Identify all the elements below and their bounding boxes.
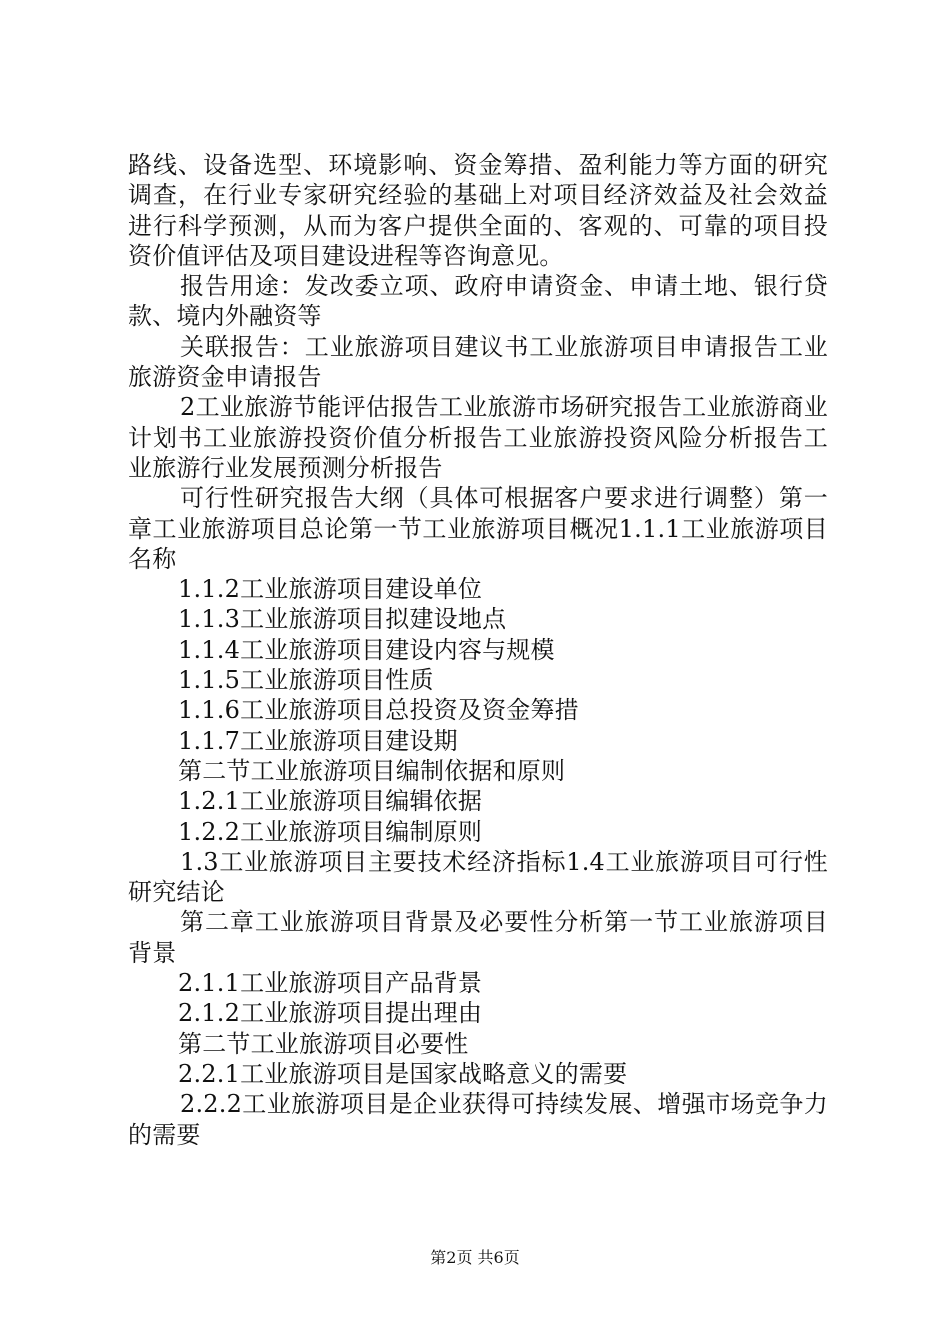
outline-item-1-2-1: 1.2.1工业旅游项目编辑依据 (178, 787, 483, 816)
outline-item-1-1-3: 1.1.3工业旅游项目拟建设地点 (178, 605, 507, 634)
page-footer (0, 1248, 950, 1268)
outline-chapter-2: 第二章工业旅游项目背景及必要性分析第一节工业旅游项目背景 (128, 908, 828, 967)
outline-item-2-1-1: 2.1.1工业旅游项目产品背景 (178, 969, 483, 998)
outline-item-1-1-5: 1.1.5工业旅游项目性质 (178, 666, 434, 695)
paragraph-research-intro: 路线、设备选型、环境影响、资金筹措、盈利能力等方面的研究调查，在行业专家研究经验的基础上对项目经济效益及社会效益进行科学预测，从而为客户提供全面的、客观的、可靠的项目投资价值评估及项目建设进程等咨询意见。 (128, 151, 828, 270)
outline-item-1-1-4: 1.1.4工业旅游项目建设内容与规模 (178, 635, 555, 664)
outline-item-1-1-7: 1.1.7工业旅游项目建设期 (178, 726, 458, 755)
outline-item-1-1-6: 1.1.6工业旅游项目总投资及资金筹措 (178, 696, 579, 725)
outline-section-1-2: 第二节工业旅游项目编制依据和原则 (178, 756, 566, 785)
outline-section-2-2: 第二节工业旅游项目必要性 (178, 1029, 469, 1058)
paragraph-related-reports: 关联报告：工业旅游项目建议书工业旅游项目申请报告工业旅游资金申请报告 (128, 332, 828, 392)
outline-item-2-2-2: 2.2.2工业旅游项目是企业获得可持续发展、增强市场竞争力的需要 (128, 1090, 828, 1149)
paragraph-outline-intro: 可行性研究报告大纲（具体可根据客户要求进行调整）第一章工业旅游项目总论第一节工业旅游项目概况1.1.1工业旅游项目名称 (128, 484, 828, 573)
outline-item-1-1-2: 1.1.2工业旅游项目建设单位 (178, 575, 483, 604)
page-number-label: 第2页 共6页 (430, 1248, 520, 1267)
paragraph-report-usage: 报告用途：发改委立项、政府申请资金、申请土地、银行贷款、境内外融资等 (128, 272, 828, 331)
document-body (128, 150, 828, 1150)
outline-item-2-2-1: 2.2.1工业旅游项目是国家战略意义的需要 (178, 1059, 628, 1088)
outline-item-1-2-2: 1.2.2工业旅游项目编制原则 (178, 817, 483, 846)
paragraph-related-reports-2: 2工业旅游节能评估报告工业旅游市场研究报告工业旅游商业计划书工业旅游投资价值分析报告工业旅游投资风险分析报告工业旅游行业发展预测分析报告 (128, 393, 828, 482)
outline-item-1-3-1-4: 1.3工业旅游项目主要技术经济指标1.4工业旅游项目可行性研究结论 (128, 847, 828, 907)
outline-item-2-1-2: 2.1.2工业旅游项目提出理由 (178, 999, 483, 1028)
